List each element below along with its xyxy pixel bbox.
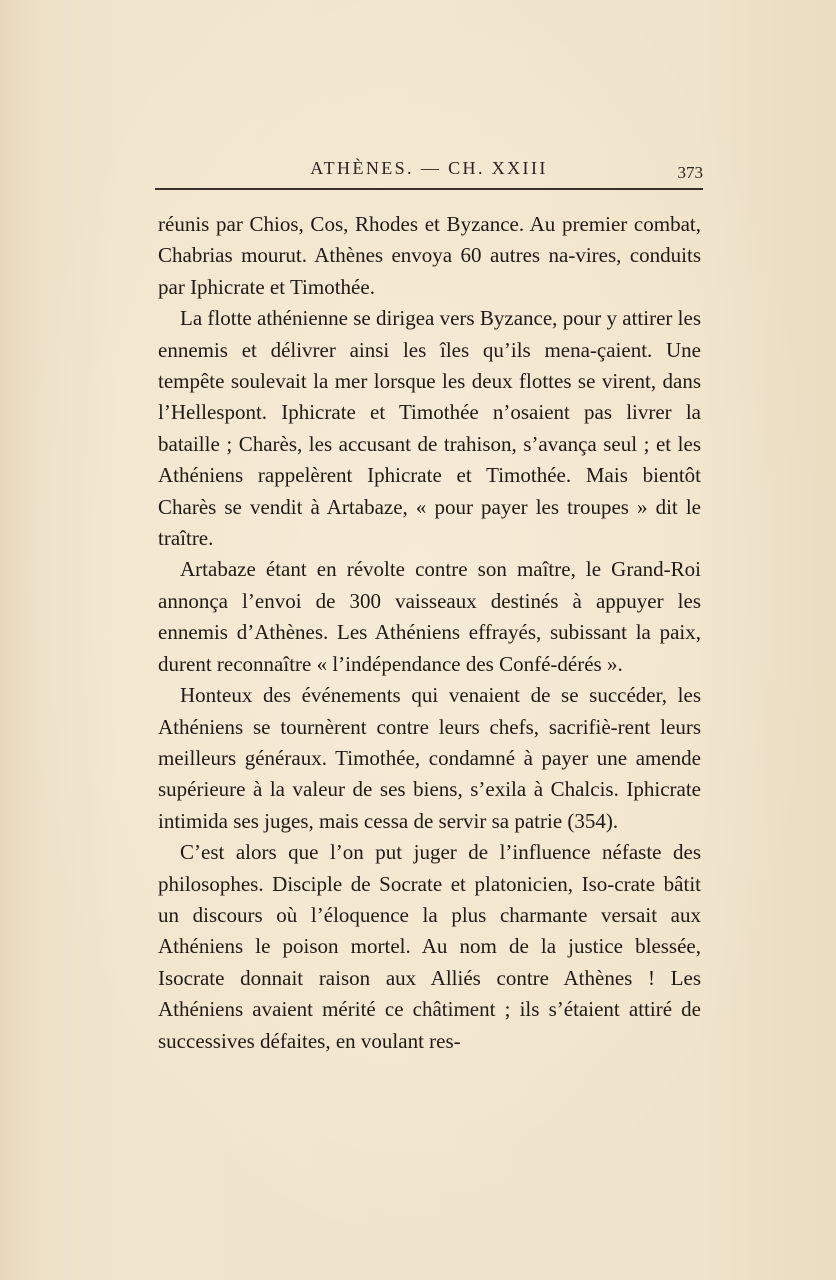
paragraph-5: C’est alors que l’on put juger de l’influence néfaste des philosophes. Disciple de Socrate et platonicien, Iso-crate bâtit un discours où l’éloquence la plus charmante versait aux Athéniens le poison mortel. Au nom de la justice blessée, Isocrate donnait raison aux Alliés contre Athènes ! Les Athéniens avaient mérité ce châtiment ; ils s’étaient attiré de successives défaites, en voulant res- (158, 840, 701, 1053)
header-rule (155, 188, 703, 190)
paragraph-4: Honteux des événements qui venaient de se succéder, les Athéniens se tournèrent contre leurs chefs, sacrifiè-rent leurs meilleurs généraux. Timothée, condamné à payer une amende supérieure à la valeur de ses biens, s’exila à Chalcis. Iphicrate intimida ses juges, mais cessa de servir sa patrie (354). (158, 683, 701, 833)
paragraph-2: La flotte athénienne se dirigea vers Byzance, pour y attirer les ennemis et délivrer ainsi les îles qu’ils mena-çaient. Une tempête soulevait la mer lorsque les deux flottes se virent, dans l’Hellespont. Iphicrate et Timothée n’osaient pas livrer la bataille ; Charès, les accusant de trahison, s’avança seul ; et les Athéniens rappelèrent Iphicrate et Timothée. Mais bientôt Charès se vendit à Artabaze, « pour payer les troupes » dit le traître. (158, 306, 701, 551)
paragraph-3: Artabaze étant en révolte contre son maître, le Grand-Roi annonça l’envoi de 300 vaisseaux destinés à appuyer les ennemis d’Athènes. Les Athéniens effrayés, subissant la paix, durent reconnaître « l’indépendance des Confé-dérés ». (158, 557, 701, 676)
running-head (155, 158, 703, 188)
page-number: 373 (677, 163, 703, 182)
chapter-title: ATHÈNES. — CH. XXIII (310, 158, 548, 178)
body-text (158, 209, 701, 1057)
paragraph-1: réunis par Chios, Cos, Rhodes et Byzance. Au premier combat, Chabrias mourut. Athènes envoya 60 autres na-vires, conduits par Iphicrate et Timothée. (158, 212, 701, 299)
